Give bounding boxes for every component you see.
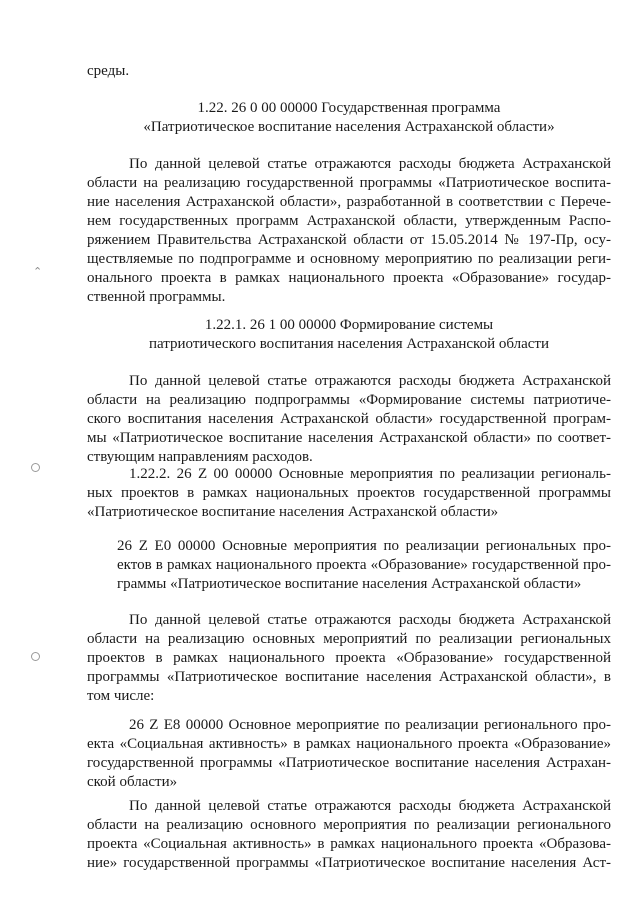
scan-mark: ⌃ [33, 265, 43, 278]
text-line: 26 Z E0 00000 Основные мероприятия по реализации региональных про- [117, 538, 611, 554]
text-line: ние» государственной программы «Патриотическое воспитание населения Аст- [87, 855, 611, 871]
text-line: области на реализацию государственной программы «Патриотическое воспита- [87, 175, 611, 191]
text-line: По данной целевой статье отражаются расходы бюджета Астраханской [129, 798, 611, 814]
section-heading: 1.22.1. 26 1 00 00000 Формирование системы [204, 317, 494, 333]
text-line: онального проекта в рамках национального проекта «Образование» государ- [87, 270, 611, 286]
text-line: государственной программы «Патриотическое воспитание населения Астрахан- [87, 755, 611, 771]
text-line: ществляемые по подпрограмме и основному мероприятию по реализации реги- [87, 251, 611, 267]
text-line: По данной целевой статье отражаются расходы бюджета Астраханской [129, 612, 611, 628]
text-line: ской области» [87, 774, 178, 790]
punch-hole-mark [31, 652, 40, 661]
text-line: ние населения Астраханской области», разработанной в соответствии с Перече- [87, 194, 611, 210]
text-line: По данной целевой статье отражаются расходы бюджета Астраханской [129, 156, 611, 172]
text-line: ственной программы. [87, 289, 226, 305]
text-line: 26 Z E8 00000 Основное мероприятие по реализации регионального про- [129, 717, 611, 733]
text-line: «Патриотическое воспитание населения Астраханской области» [87, 504, 499, 520]
text-line: екта «Социальная активность» в рамках национального проекта «Образование» [87, 736, 611, 752]
text-line: нем государственных программ Астраханской области, утвержденным Распо- [87, 213, 611, 229]
text-line: области на реализацию основных мероприятий по реализации региональных [87, 631, 611, 647]
text-line: ектов в рамках национального проекта «Образование» государственной про- [117, 557, 611, 573]
text-line: проекта «Социальная активность» в рамках национального проекта «Образова- [87, 836, 611, 852]
section-heading: «Патриотическое воспитание населения Астраханской области» [143, 119, 555, 135]
text-line: ского воспитания населения Астраханской области» государственной програм- [87, 411, 611, 427]
text-line: области на реализацию основного мероприятия по реализации регионального [87, 817, 611, 833]
text-line: программы «Патриотическое воспитание населения Астраханской области», в [87, 669, 611, 685]
text-line: По данной целевой статье отражаются расходы бюджета Астраханской [129, 373, 611, 389]
text-line: ряжением Правительства Астраханской области от 15.05.2014 № 197-Пр, осу- [87, 232, 611, 248]
text-line: том числе: [87, 688, 155, 704]
section-heading: патриотического воспитания населения Астраханской области [148, 336, 550, 352]
text-line: ных проектов в рамках национальных проектов государственной программы [87, 485, 611, 501]
text-line: проектов в рамках национального проекта «Образование» государственной [87, 650, 611, 666]
text-line: 1.22.2. 26 Z 00 00000 Основные мероприятия по реализации региональ- [129, 466, 611, 482]
section-heading: 1.22. 26 0 00 00000 Государственная программа [197, 100, 501, 116]
text-line: граммы «Патриотическое воспитание населения Астраханской области» [117, 576, 582, 592]
punch-hole-mark [31, 463, 40, 472]
text-line: мы «Патриотическое воспитание населения Астраханской области» по соответ- [87, 430, 611, 446]
text-line: ствующим направлениям расходов. [87, 449, 313, 465]
text-line: среды. [87, 63, 130, 79]
text-line: области на реализацию подпрограммы «Формирование системы патриотиче- [87, 392, 611, 408]
